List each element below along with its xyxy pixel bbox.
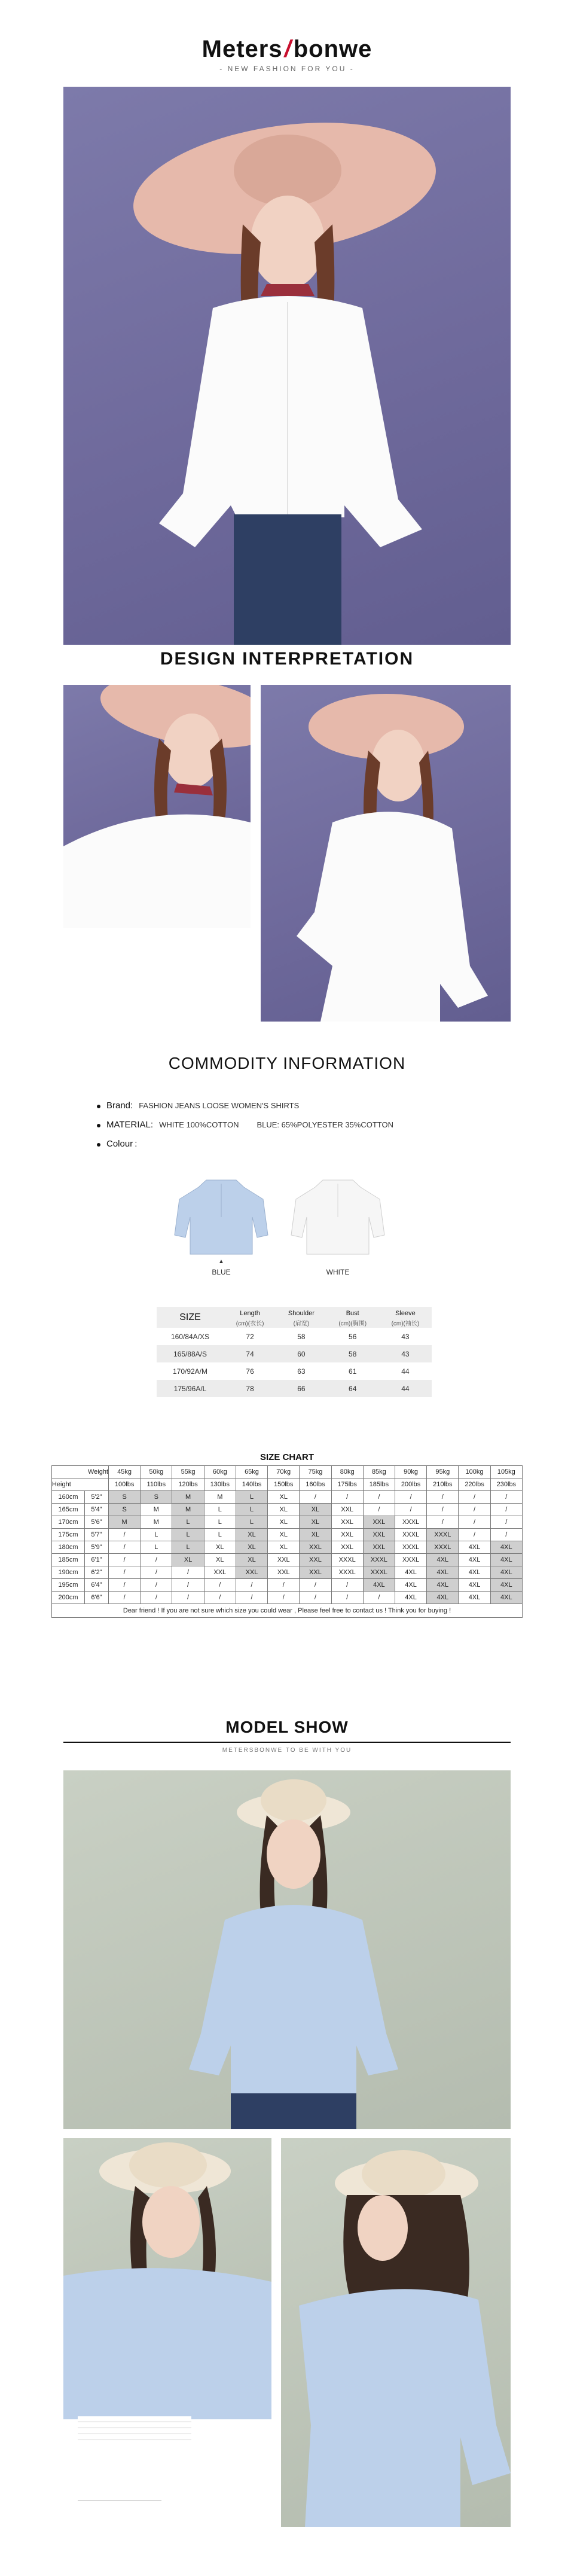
weight-kg-cell: 65kg (236, 1466, 267, 1478)
size-cell: M (204, 1491, 236, 1504)
model-caption-rule (78, 2500, 161, 2501)
size-chart-note-row (52, 1604, 523, 1618)
spec-cell: 72 (246, 1332, 254, 1341)
spec-cell: 60 (276, 1345, 326, 1362)
size-cell: / (172, 1592, 204, 1604)
weight-lbs-cell: 160lbs (300, 1478, 331, 1491)
material-blue: BLUE: 65%POLYESTER 35%COTTON (257, 1120, 394, 1129)
size-chart-row (52, 1529, 523, 1541)
weight-kg-cell: 85kg (363, 1466, 395, 1478)
size-cell: XXL (363, 1529, 395, 1541)
size-cell: XXXL (395, 1529, 426, 1541)
size-cell: S (109, 1491, 141, 1504)
colour-info-line (97, 1139, 143, 1149)
size-chart-row (52, 1516, 523, 1529)
spec-header: Bust (cm)(胸围) (326, 1307, 379, 1328)
material-label: MATERIAL: (106, 1120, 154, 1130)
model-photo-right (281, 2138, 511, 2527)
size-cell: XL (172, 1554, 204, 1566)
size-chart-row (52, 1504, 523, 1516)
size-cell: / (109, 1541, 141, 1554)
size-cell: XXXL (427, 1541, 459, 1554)
size-cell: / (109, 1554, 141, 1566)
weight-kg-cell: 60kg (204, 1466, 236, 1478)
weight-kg-cell: 105kg (490, 1466, 522, 1478)
size-cell: / (490, 1529, 522, 1541)
spec-cell: 160/84A/XS (170, 1332, 210, 1341)
spec-cell: 43 (379, 1345, 432, 1362)
size-cell: M (172, 1491, 204, 1504)
size-cell: 4XL (459, 1554, 490, 1566)
size-cell: / (109, 1579, 141, 1592)
height-cm-cell: 195cm (52, 1579, 85, 1592)
size-cell: XXXL (395, 1554, 426, 1566)
size-cell: / (427, 1504, 459, 1516)
size-cell: 4XL (459, 1541, 490, 1554)
weight-lbs-cell: 220lbs (459, 1478, 490, 1491)
spec-row (157, 1362, 432, 1380)
bullet-icon (97, 1143, 100, 1147)
size-cell: XL (204, 1554, 236, 1566)
size-cell: XXL (331, 1541, 363, 1554)
size-weight-kg-row (52, 1466, 523, 1478)
weight-kg-cell: 100kg (459, 1466, 490, 1478)
size-cell: / (236, 1592, 267, 1604)
size-cell: / (141, 1579, 172, 1592)
size-cell: XXL (331, 1529, 363, 1541)
size-chart-row (52, 1554, 523, 1566)
size-cell: XXL (300, 1541, 331, 1554)
size-cell: XL (268, 1541, 300, 1554)
size-cell: XXXL (395, 1516, 426, 1529)
weight-lbs-cell: 230lbs (490, 1478, 522, 1491)
size-cell: XL (268, 1529, 300, 1541)
size-cell: 4XL (427, 1592, 459, 1604)
size-cell: L (236, 1516, 267, 1529)
size-cell: / (490, 1491, 522, 1504)
weight-kg-cell: 80kg (331, 1466, 363, 1478)
size-cell: 4XL (459, 1592, 490, 1604)
size-cell: 4XL (427, 1579, 459, 1592)
spec-header: SIZE (157, 1307, 224, 1328)
size-cell: 4XL (395, 1579, 426, 1592)
size-cell: / (300, 1579, 331, 1592)
size-cell: / (459, 1516, 490, 1529)
height-ft-cell: 6'1" (85, 1554, 109, 1566)
size-cell: XXXL (363, 1566, 395, 1579)
size-chart-note: Dear friend ! If you are not sure which size you could wear , Please feel free to contact us ! Think you for buying ! (52, 1604, 523, 1618)
hero-photo (63, 87, 511, 645)
size-cell: / (427, 1491, 459, 1504)
size-cell: L (141, 1541, 172, 1554)
height-cm-cell: 160cm (52, 1491, 85, 1504)
size-cell: 4XL (490, 1566, 522, 1579)
size-cell: / (490, 1504, 522, 1516)
color-swatch-blue[interactable] (173, 1175, 269, 1259)
size-cell: XL (268, 1491, 300, 1504)
height-ft-cell: 5'6" (85, 1516, 109, 1529)
brand-label: Brand: (106, 1100, 133, 1111)
design-photo-right (261, 685, 511, 1022)
size-cell: 4XL (490, 1592, 522, 1604)
size-chart-row (52, 1491, 523, 1504)
height-ft-cell: 5'4" (85, 1504, 109, 1516)
size-chart-row (52, 1541, 523, 1554)
size-cell: / (268, 1579, 300, 1592)
size-cell: / (141, 1566, 172, 1579)
size-cell: 4XL (395, 1566, 426, 1579)
size-cell: XL (204, 1541, 236, 1554)
spec-cell: 58 (297, 1332, 306, 1341)
weight-lbs-cell: 130lbs (204, 1478, 236, 1491)
height-cm-cell: 200cm (52, 1592, 85, 1604)
spec-cell: 78 (224, 1380, 276, 1397)
size-cell: / (204, 1579, 236, 1592)
size-cell: / (331, 1592, 363, 1604)
commodity-section-title: COMMODITY INFORMATION (168, 1054, 406, 1072)
spec-header: Shoulder (肩宽) (276, 1307, 326, 1328)
color-label-white: WHITE (326, 1268, 350, 1276)
size-cell: / (109, 1566, 141, 1579)
spec-cell: 66 (276, 1380, 326, 1397)
size-cell: M (141, 1504, 172, 1516)
selected-marker-icon: ▲ (218, 1258, 224, 1265)
weight-lbs-cell: 120lbs (172, 1478, 204, 1491)
size-cell: XXL (268, 1554, 300, 1566)
size-cell: XL (300, 1504, 331, 1516)
size-cell: L (204, 1516, 236, 1529)
garment-measure-table (157, 1307, 432, 1397)
height-cm-cell: 190cm (52, 1566, 85, 1579)
spec-header: Sleeve (cm)(袖长) (379, 1307, 432, 1328)
size-cell: L (172, 1516, 204, 1529)
size-cell: / (172, 1579, 204, 1592)
model-photo-main (63, 1770, 511, 2129)
height-ft-cell: 5'2" (85, 1491, 109, 1504)
size-cell: M (109, 1516, 141, 1529)
size-chart-row (52, 1579, 523, 1592)
size-cell: M (141, 1516, 172, 1529)
size-cell: XXL (363, 1516, 395, 1529)
size-cell: XXL (204, 1566, 236, 1579)
height-cm-cell: 185cm (52, 1554, 85, 1566)
size-cell: 4XL (427, 1554, 459, 1566)
bullet-icon (97, 1105, 100, 1108)
height-cm-cell: 165cm (52, 1504, 85, 1516)
colour-label: Colour : (106, 1139, 138, 1149)
size-cell: M (172, 1504, 204, 1516)
height-header: Height (52, 1478, 109, 1491)
height-ft-cell: 6'2" (85, 1566, 109, 1579)
spec-header: Length (cm)(衣长) (224, 1307, 276, 1328)
size-cell: 4XL (459, 1566, 490, 1579)
model-show-title: MODEL SHOW (225, 1718, 349, 1736)
weight-lbs-cell: 150lbs (268, 1478, 300, 1491)
bullet-icon (97, 1124, 100, 1127)
spec-cell: 63 (297, 1367, 306, 1376)
size-cell: XXL (363, 1541, 395, 1554)
size-cell: / (459, 1491, 490, 1504)
height-ft-cell: 5'9" (85, 1541, 109, 1554)
design-photo-left (63, 685, 251, 928)
spec-cell: 43 (401, 1332, 410, 1341)
spec-row (157, 1380, 432, 1397)
weight-lbs-cell: 185lbs (363, 1478, 395, 1491)
height-cm-cell: 175cm (52, 1529, 85, 1541)
size-cell: S (109, 1504, 141, 1516)
color-swatch-white[interactable] (290, 1175, 386, 1259)
weight-kg-cell: 70kg (268, 1466, 300, 1478)
size-cell: XXXL (331, 1566, 363, 1579)
size-cell: / (300, 1491, 331, 1504)
size-cell: L (172, 1529, 204, 1541)
height-ft-cell: 6'6" (85, 1592, 109, 1604)
weight-kg-cell: 90kg (395, 1466, 426, 1478)
size-cell: 4XL (363, 1579, 395, 1592)
size-cell: XXL (300, 1566, 331, 1579)
size-cell: XXL (236, 1566, 267, 1579)
model-show-rule (63, 1742, 511, 1743)
spec-cell: 64 (326, 1380, 379, 1397)
size-cell: XXXL (427, 1529, 459, 1541)
weight-kg-cell: 95kg (427, 1466, 459, 1478)
size-cell: / (490, 1516, 522, 1529)
weight-header: Weight (52, 1466, 109, 1478)
height-cm-cell: 180cm (52, 1541, 85, 1554)
weight-lbs-cell: 110lbs (141, 1478, 172, 1491)
size-cell: 4XL (427, 1566, 459, 1579)
design-section-title: DESIGN INTERPRETATION (160, 649, 414, 669)
size-chart-row (52, 1566, 523, 1579)
spec-cell: 170/92A/M (172, 1367, 208, 1376)
weight-lbs-cell: 210lbs (427, 1478, 459, 1491)
size-cell: XXL (268, 1566, 300, 1579)
size-cell: L (141, 1529, 172, 1541)
color-label-blue: BLUE (212, 1268, 231, 1276)
size-cell: L (236, 1504, 267, 1516)
size-cell: / (268, 1592, 300, 1604)
size-cell: 4XL (459, 1579, 490, 1592)
brand-value: FASHION JEANS LOOSE WOMEN'S SHIRTS (139, 1101, 300, 1110)
size-cell: / (172, 1566, 204, 1579)
size-cell: XXXL (395, 1541, 426, 1554)
size-cell: XL (236, 1541, 267, 1554)
weight-lbs-cell: 175lbs (331, 1478, 363, 1491)
size-cell: / (363, 1504, 395, 1516)
size-cell: XL (236, 1554, 267, 1566)
brand-logo (0, 36, 574, 63)
size-cell: XL (300, 1529, 331, 1541)
spec-cell: 44 (379, 1380, 432, 1397)
spec-cell: 61 (349, 1367, 357, 1376)
spec-cell: 76 (246, 1367, 254, 1376)
brand-tagline: - NEW FASHION FOR YOU - (219, 65, 355, 73)
size-cell: XL (236, 1529, 267, 1541)
brand-info-line (97, 1100, 299, 1111)
size-cell: / (395, 1504, 426, 1516)
size-cell: / (109, 1529, 141, 1541)
size-chart-title: SIZE CHART (260, 1452, 314, 1462)
size-cell: / (331, 1579, 363, 1592)
height-cm-cell: 170cm (52, 1516, 85, 1529)
size-chart-row (52, 1592, 523, 1604)
logo-slash: / (284, 36, 292, 62)
size-cell: XXL (331, 1516, 363, 1529)
spec-cell: 56 (349, 1332, 357, 1341)
model-show-subtitle: METERSBONWE TO BE WITH YOU (222, 1747, 352, 1754)
size-cell: L (204, 1504, 236, 1516)
height-ft-cell: 6'4" (85, 1579, 109, 1592)
size-cell: / (363, 1491, 395, 1504)
size-cell: / (395, 1491, 426, 1504)
size-cell: L (204, 1529, 236, 1541)
size-cell: XXL (300, 1554, 331, 1566)
size-cell: 4XL (490, 1541, 522, 1554)
size-cell: / (427, 1516, 459, 1529)
size-cell: XL (268, 1516, 300, 1529)
spec-cell: 165/88A/S (157, 1345, 224, 1362)
size-cell: XL (300, 1516, 331, 1529)
size-cell: / (331, 1491, 363, 1504)
size-cell: / (141, 1554, 172, 1566)
size-cell: / (300, 1592, 331, 1604)
weight-lbs-cell: 100lbs (109, 1478, 141, 1491)
brand-name-part1: Meters (201, 36, 283, 62)
spec-row (157, 1345, 432, 1362)
spec-cell: 44 (401, 1367, 410, 1376)
size-cell: XL (268, 1504, 300, 1516)
weight-lbs-cell: 140lbs (236, 1478, 267, 1491)
size-cell: / (459, 1504, 490, 1516)
weight-lbs-cell: 200lbs (395, 1478, 426, 1491)
brand-name-part2: bonwe (293, 36, 373, 62)
size-cell: / (236, 1579, 267, 1592)
size-cell: 4XL (490, 1579, 522, 1592)
weight-kg-cell: 45kg (109, 1466, 141, 1478)
size-cell: L (172, 1541, 204, 1554)
spec-header-row (157, 1307, 432, 1328)
size-cell: XXXL (363, 1554, 395, 1566)
weight-kg-cell: 55kg (172, 1466, 204, 1478)
size-cell: XXXL (331, 1554, 363, 1566)
size-cell: / (459, 1529, 490, 1541)
size-cell: 4XL (395, 1592, 426, 1604)
size-weight-lbs-row (52, 1478, 523, 1491)
height-ft-cell: 5'7" (85, 1529, 109, 1541)
size-cell: / (204, 1592, 236, 1604)
spec-cell: 74 (224, 1345, 276, 1362)
spec-cell: 58 (326, 1345, 379, 1362)
size-cell: L (236, 1491, 267, 1504)
size-cell: XXL (331, 1504, 363, 1516)
material-white: WHITE 100%COTTON (159, 1120, 239, 1129)
weight-kg-cell: 75kg (300, 1466, 331, 1478)
size-cell: / (363, 1592, 395, 1604)
size-cell: 4XL (490, 1554, 522, 1566)
spec-row (157, 1328, 432, 1345)
material-info-line (97, 1120, 393, 1130)
spec-cell: 175/96A/L (157, 1380, 224, 1397)
model-caption-faint (78, 2416, 191, 2440)
weight-kg-cell: 50kg (141, 1466, 172, 1478)
size-cell: S (141, 1491, 172, 1504)
size-cell: / (109, 1592, 141, 1604)
size-cell: / (141, 1592, 172, 1604)
size-chart-table (51, 1465, 523, 1618)
model-photo-left (63, 2138, 271, 2419)
